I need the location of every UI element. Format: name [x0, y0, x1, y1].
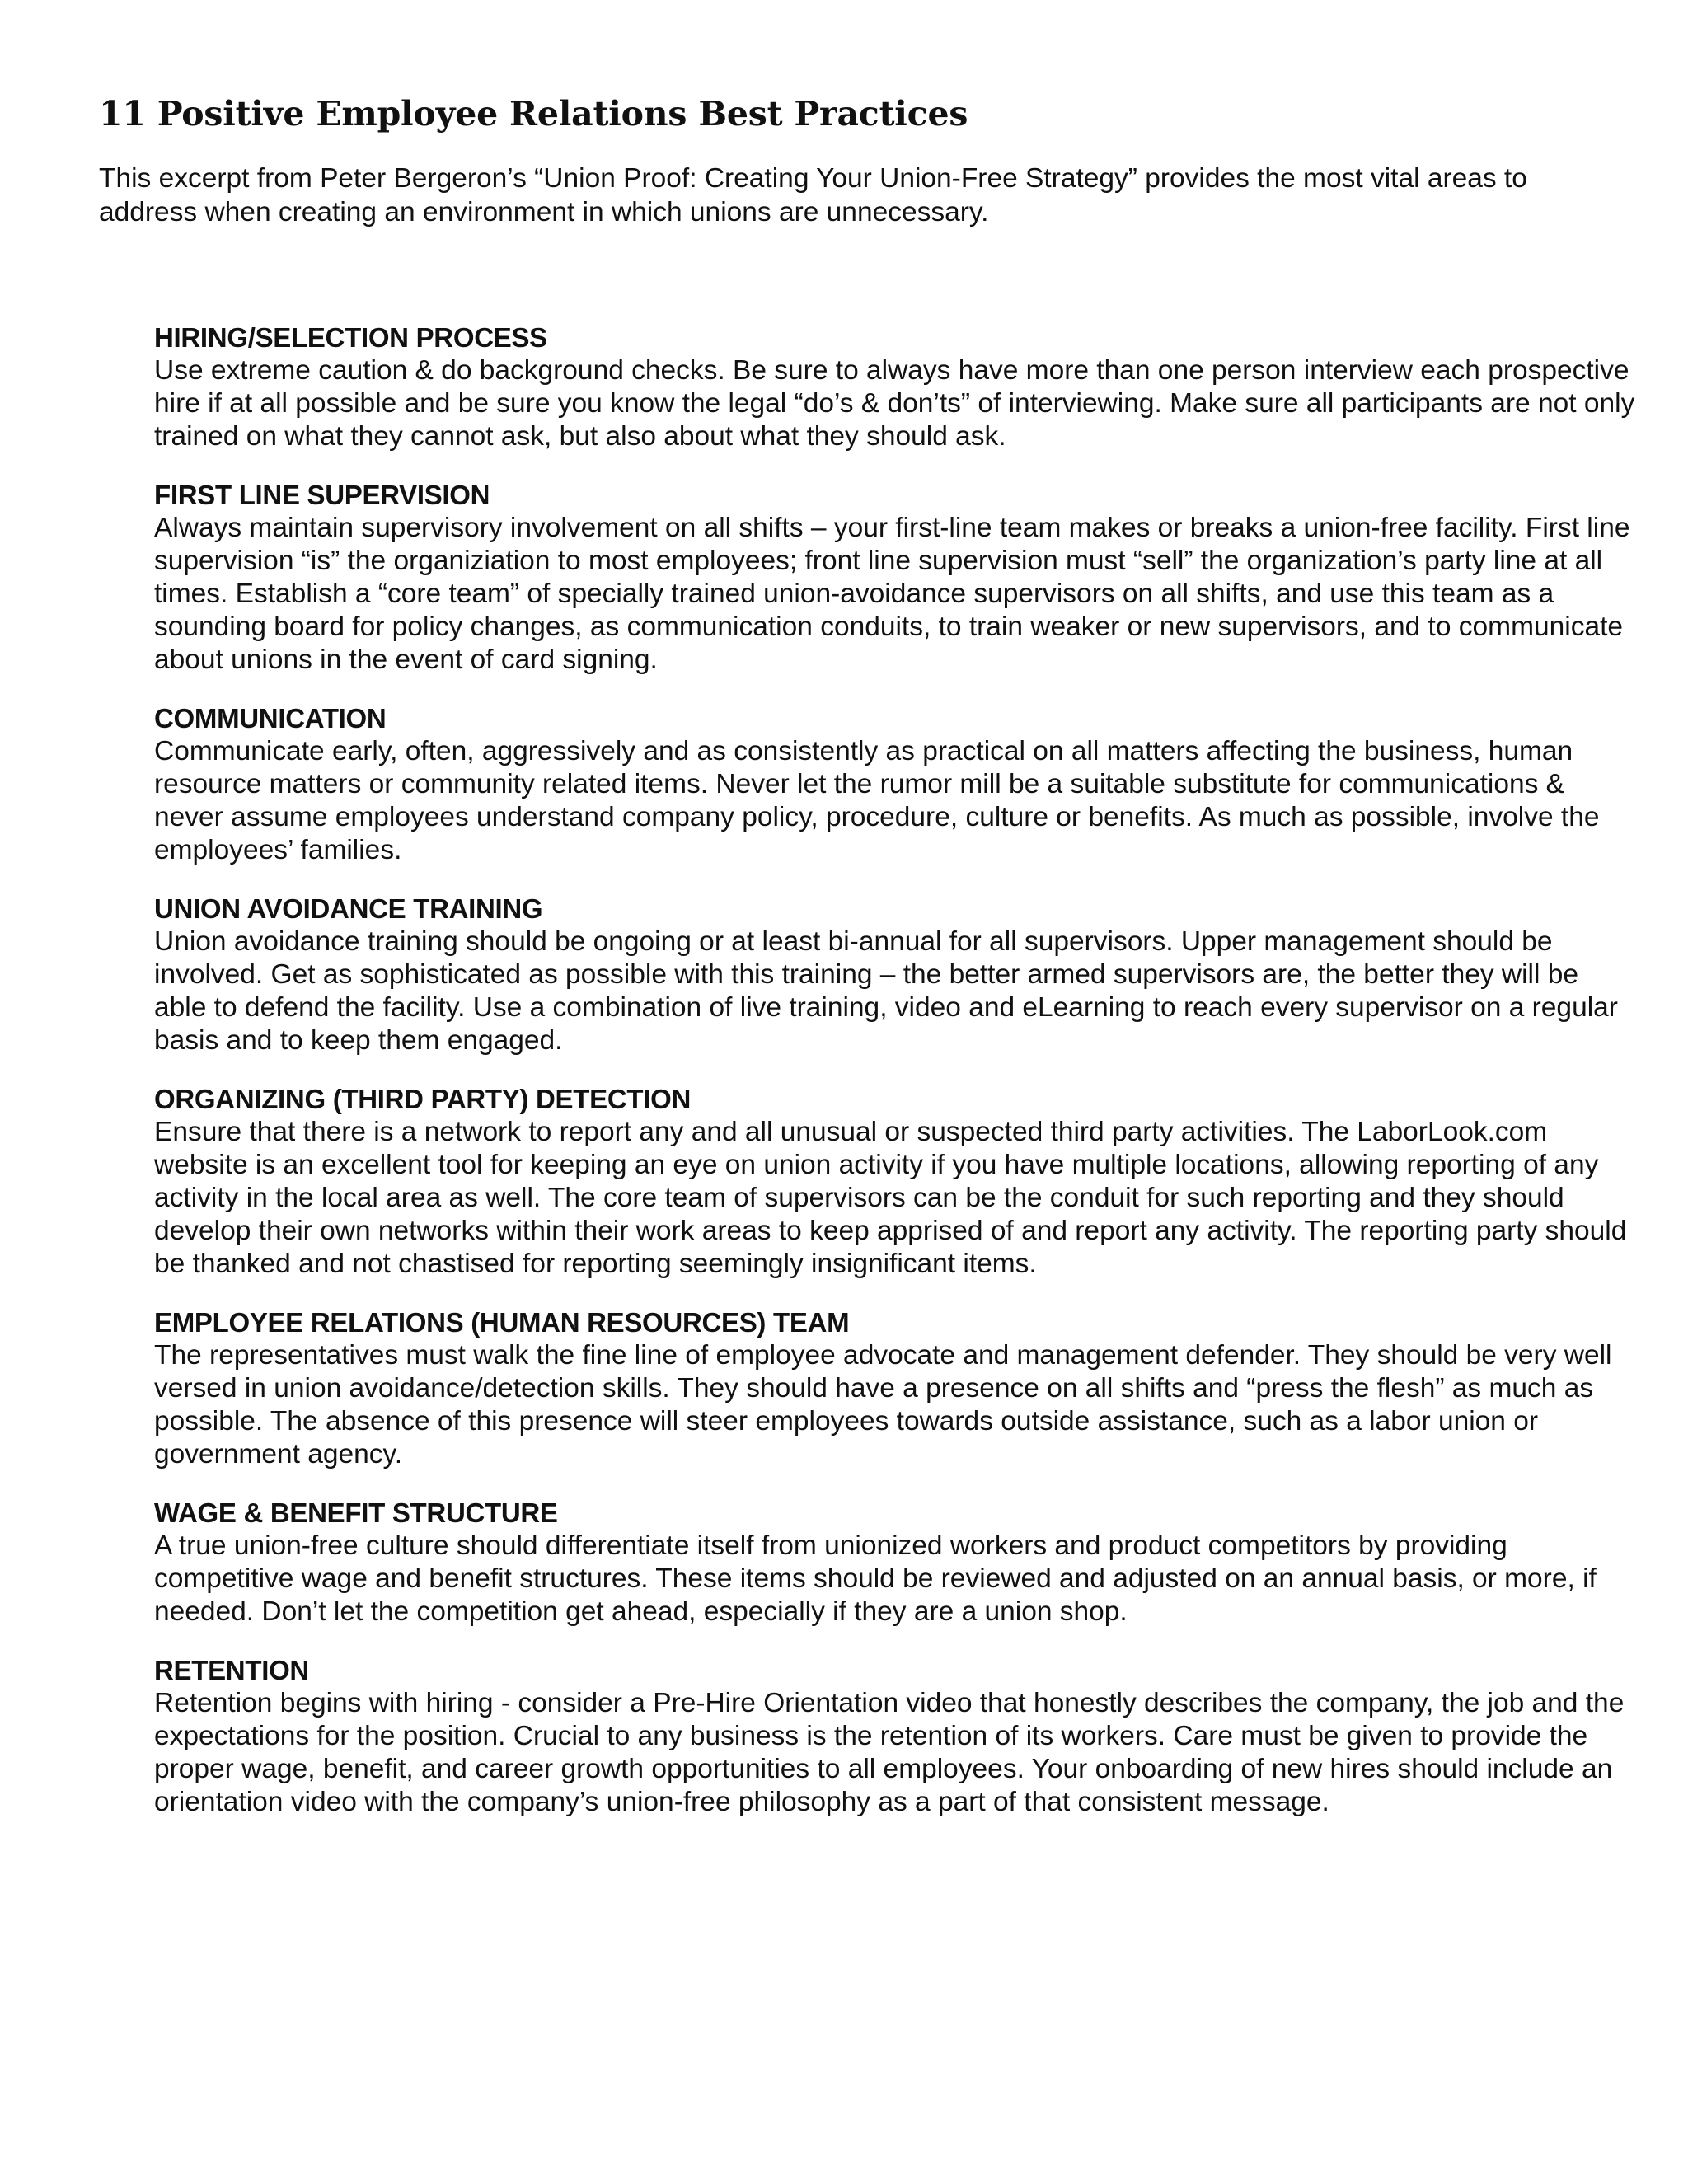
section-heading: WAGE & BENEFIT STRUCTURE [154, 1497, 558, 1528]
section-heading: FIRST LINE SUPERVISION [154, 480, 490, 510]
section-body: A true union-free culture should differentiate itself from unionized workers and product competitors by providing competitive wage and benefit structures. These items should be reviewed and adjusted on an annual basis, or more, if needed. Don’t let the competition get ahead, especially if they are a union shop. [154, 1530, 1597, 1627]
section-heading: UNION AVOIDANCE TRAINING [154, 893, 543, 924]
section-body: Union avoidance training should be ongoing or at least bi-annual for all supervisors. Upper management should be involved. Get as sophisticated as possible with this training – the better armed supervisors are, the better they will be able to defend the facility. Use a combination of live training, video and eLearning to reach every supervisor on a regular basis and to keep them engaged. [154, 926, 1618, 1056]
section-communication [154, 702, 1638, 867]
best-practices-list [154, 321, 1638, 1819]
section-retention [154, 1654, 1638, 1819]
section-body: Use extreme caution & do background checks. Be sure to always have more than one person interview each prospective hire if at all possible and be sure you know the legal “do’s & don’ts” of interviewing. Make sure all participants are not only trained on what they cannot ask, but also about what they should ask. [154, 355, 1635, 452]
section-body: Communicate early, often, aggressively and as consistently as practical on all matters affecting the business, human resource matters or community related items. Never let the rumor mill be a suitable substitute for communications & never assume employees understand company policy, procedure, culture or benefits. As much as possible, involve the employees’ families. [154, 736, 1600, 865]
section-body: Ensure that there is a network to report any and all unusual or suspected third party activities. The LaborLook.com website is an excellent tool for keeping an eye on union activity if you have multiple locations, allowing reporting of any activity in the local area as well. The core team of supervisors can be the conduit for such reporting and they should develop their own networks within their work areas to keep apprised of and report any activity. The reporting party should be thanked and not chastised for reporting seemingly insignificant items. [154, 1117, 1627, 1279]
section-body: Always maintain supervisory involvement on all shifts – your first-line team makes or breaks a union-free facility. First line supervision “is” the organiziation to most employees; front line supervision must “sell” the organization’s party line at all times. Establish a “core team” of specially trained union-avoidance supervisors on all shifts, and use this team as a sounding board for policy changes, as communication conduits, to train weaker or new supervisors, and to communicate about unions in the event of card signing. [154, 513, 1630, 675]
document-title: 11 Positive Employee Relations Best Practices [99, 94, 968, 134]
section-union-avoidance-training [154, 893, 1638, 1057]
intro-paragraph: This excerpt from Peter Bergeron’s “Union Proof: Creating Your Union-Free Strategy” provides the most vital areas to address when creating an environment in which unions are unnecessary. [99, 163, 1527, 227]
section-heading: EMPLOYEE RELATIONS (HUMAN RESOURCES) TEAM [154, 1307, 850, 1338]
section-employee-relations-team [154, 1306, 1638, 1471]
section-body: The representatives must walk the fine line of employee advocate and management defender. They should be very well versed in union avoidance/detection skills. They should have a presence on all shifts and “press the flesh” as much as possible. The absence of this presence will steer employees towards outside assistance, such as a labor union or government agency. [154, 1340, 1612, 1469]
section-heading: ORGANIZING (THIRD PARTY) DETECTION [154, 1084, 691, 1114]
section-heading: HIRING/SELECTION PROCESS [154, 322, 547, 353]
section-heading: RETENTION [154, 1655, 309, 1685]
section-heading: COMMUNICATION [154, 703, 387, 733]
section-organizing-detection [154, 1083, 1638, 1281]
section-hiring-selection [154, 321, 1638, 453]
section-body: Retention begins with hiring - consider a Pre-Hire Orientation video that honestly describes the company, the job and the expectations for the position. Crucial to any business is the retention of its workers. Care must be given to provide the proper wage, benefit, and career growth opportunities to all employees. Your onboarding of new hires should include an orientation video with the company’s union-free philosophy as a part of that consistent message. [154, 1688, 1625, 1817]
section-wage-benefit-structure [154, 1497, 1638, 1629]
section-first-line-supervision [154, 479, 1638, 677]
